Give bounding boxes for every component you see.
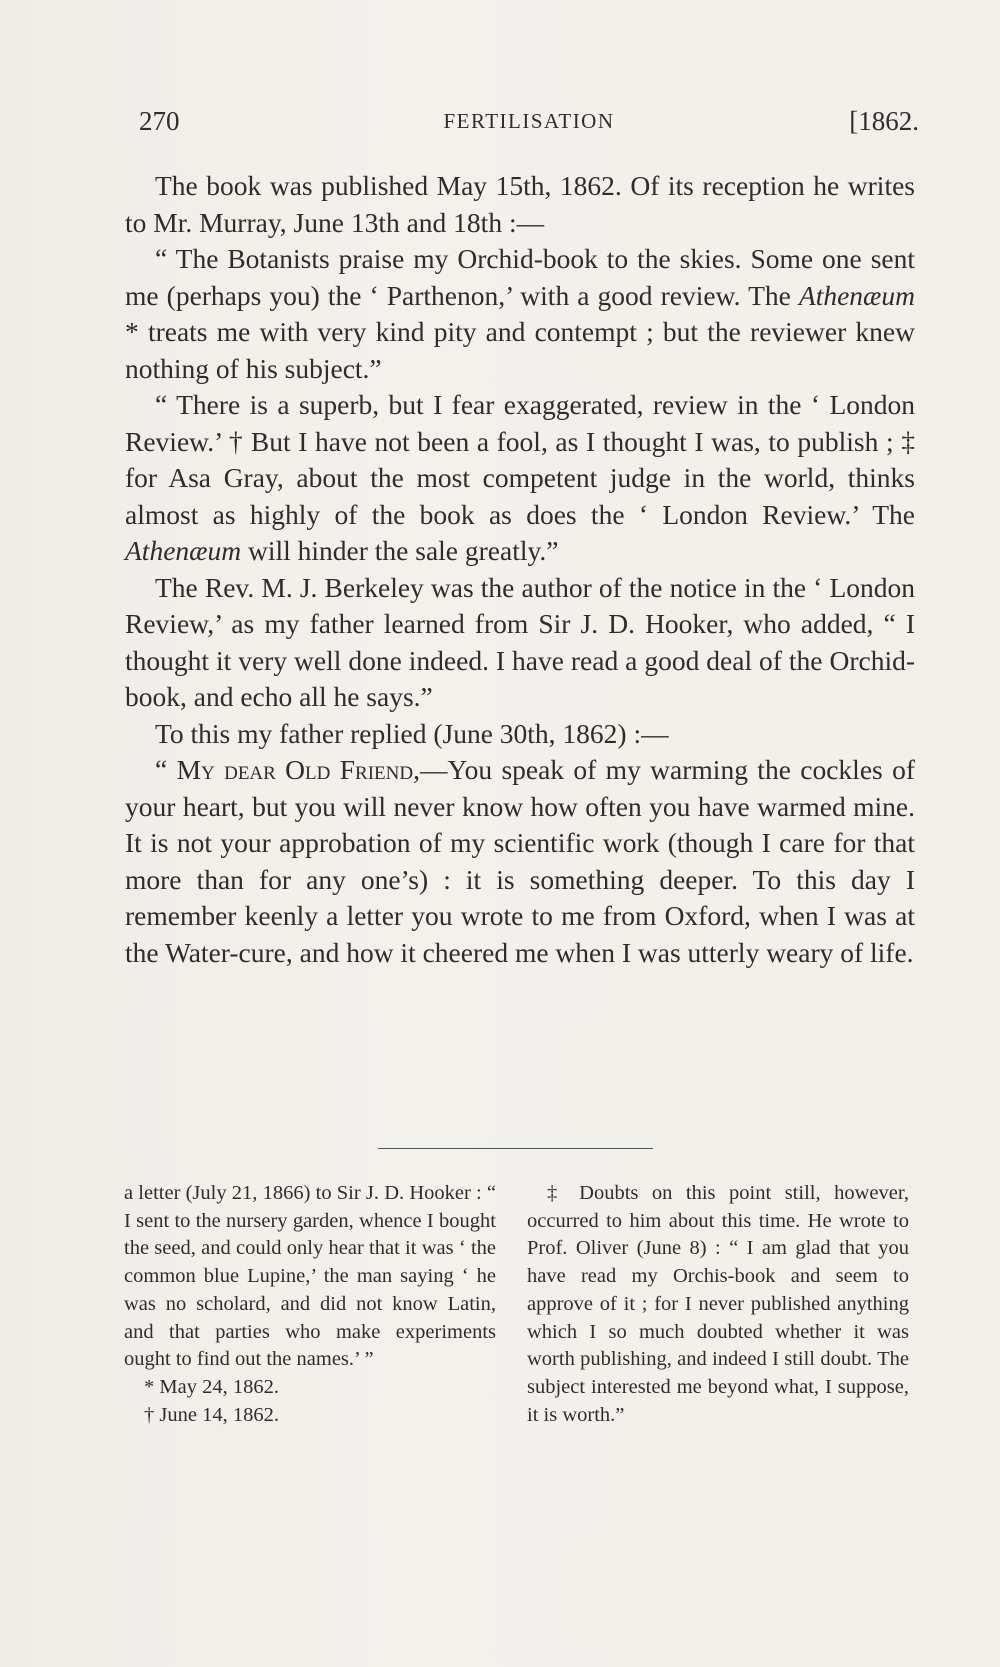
footnote-dagger: † June 14, 1862. xyxy=(144,1403,279,1426)
footnote-continuation: a letter (July 21, 1866) to Sir J. D. Hooker : “ I sent to the nursery garden, whence I bought the seed, and could only hear that it was ‘ the common blue Lupine,’ the man saying ‘ he was no scholard, and did not know Latin, and that parties who make experiments ought to find out the names.’ ” xyxy=(124,1182,496,1371)
paragraph-reply-intro: To this my father replied (June 30th, 1862) :— xyxy=(155,717,669,749)
footnotes-left-column xyxy=(124,1180,496,1429)
paragraph-letter: “ My dear Old Friend,—You speak of my warming the cockles of your heart, but you will never know how often you have warmed mine. It is not your approbation of my scientific work (though I care for that more than for any one’s) : it is something deeper. To this day I remember keenly a letter you wrote to me from Oxford, when I was at the Water-cure, and how it cheered me when I was utterly weary of life. xyxy=(125,754,915,968)
running-title: FERTILISATION xyxy=(443,109,615,133)
paragraph-publication: The book was published May 15th, 1862. Of its reception he writes to Mr. Murray, June 13th and 18th :— xyxy=(125,170,915,238)
header-year: [1862. xyxy=(849,106,919,136)
letter-salutation: “ My dear Old Friend, xyxy=(155,754,420,785)
footnote-star: * May 24, 1862. xyxy=(144,1375,279,1398)
footnote-double-dagger: ‡ Doubts on this point still, however, occurred to him about this time. He wrote to Prof. Oliver (June 8) : “ I am glad that you have read my Orchis-book and seem to approve of it ; for I never published anything which I so much doubted whether it was worth publishing, and indeed I still doubt. The subject interested me beyond what, I suppose, it is worth.” xyxy=(527,1182,909,1426)
page-number: 270 xyxy=(139,106,180,136)
paragraph-london-review-quote: “ There is a superb, but I fear exaggerated, review in the ‘ London Review.’ † But I have not been a fool, as I thought I was, to publish ; ‡ for Asa Gray, about the most competent judge in the world, thinks almost as highly of the book as does the ‘ London Review.’ The Athenæum will hinder the sale greatly.” xyxy=(125,389,915,566)
paragraph-botanists-quote: “ The Botanists praise my Orchid-book to the skies. Some one sent me (perhaps you) the ‘ Parthenon,’ with a good review. The Athenæum * treats me with very kind pity and contempt ; but the reviewer knew nothing of his subject.” xyxy=(125,243,915,384)
paragraph-berkeley: The Rev. M. J. Berkeley was the author of the notice in the ‘ London Review,’ as my father learned from Sir J. D. Hooker, who added, “ I thought it very well done indeed. I have read a good deal of the Orchid-book, and echo all he says.” xyxy=(125,571,915,712)
main-text xyxy=(125,168,915,971)
footnotes-right-column xyxy=(527,1180,909,1429)
page-header xyxy=(139,106,919,142)
athenaeum-title: Athenæum xyxy=(125,535,242,566)
footnote-divider xyxy=(378,1148,653,1149)
athenaeum-title: Athenæum xyxy=(798,279,915,311)
